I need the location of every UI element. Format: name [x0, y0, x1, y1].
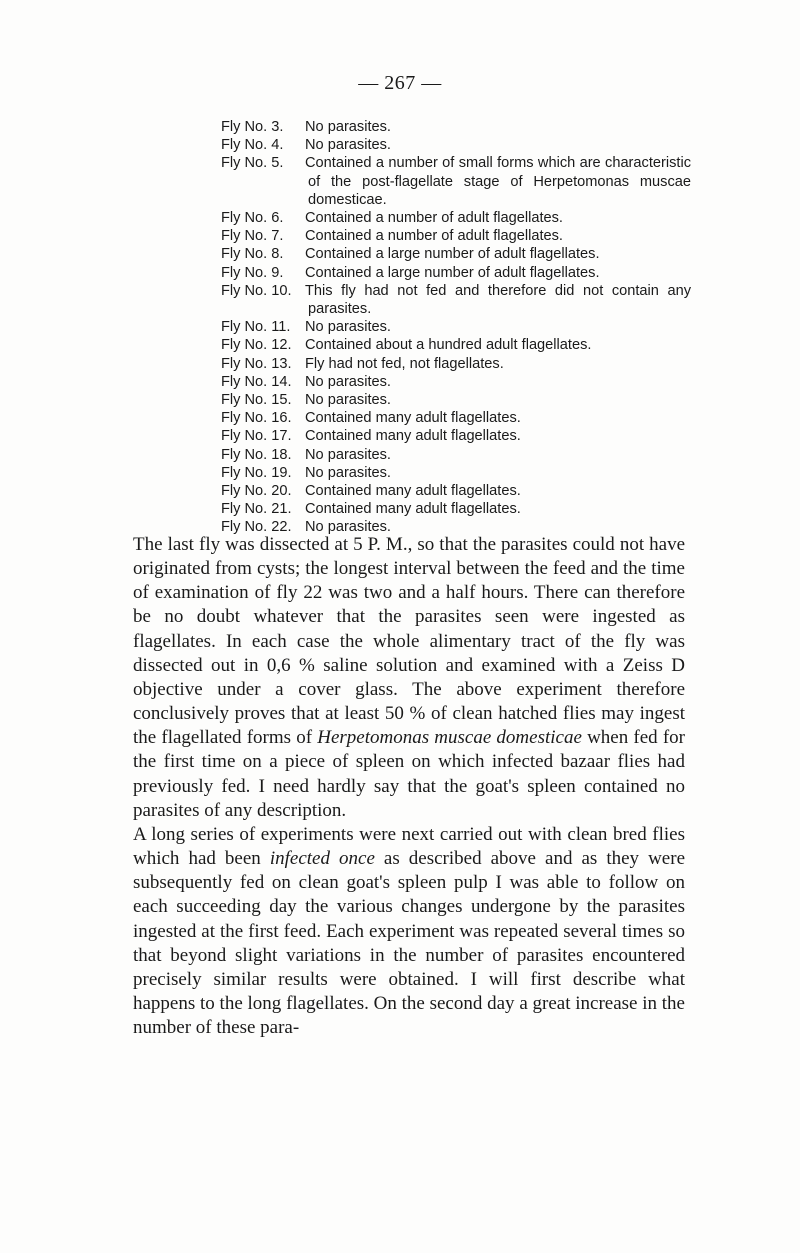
fly-label: Fly No. 11. [221, 319, 291, 336]
fly-label: Fly No. 22. [221, 519, 292, 536]
fly-entry-6 [221, 209, 691, 227]
fly-label: Fly No. 5. [221, 155, 284, 172]
fly-entry-14 [221, 373, 691, 391]
fly-entry-4 [221, 136, 691, 154]
fly-description: No parasites. [305, 464, 391, 481]
fly-label: Fly No. 8. [221, 246, 284, 263]
fly-entry-12 [221, 336, 691, 354]
fly-label: Fly No. 15. [221, 392, 292, 409]
fly-entry-3 [221, 118, 691, 136]
fly-description: No parasites. [305, 137, 391, 154]
fly-entry-5 [221, 154, 691, 209]
fly-label: Fly No. 9. [221, 264, 284, 281]
fly-label: Fly No. 6. [221, 210, 284, 227]
fly-label: Fly No. 7. [221, 228, 284, 245]
page-number: — 267 — [358, 72, 442, 94]
fly-description: This fly had not fed and therefore did not contain any parasites. [305, 282, 691, 318]
fly-description: No parasites. [305, 446, 391, 463]
fly-entry-16 [221, 409, 691, 427]
fly-label: Fly No. 14. [221, 373, 292, 390]
fly-entry-13 [221, 355, 691, 373]
species-name: Herpetomonas muscae domesticae [317, 727, 582, 749]
fly-label: Fly No. 16. [221, 410, 292, 427]
paragraph-long-series [133, 823, 685, 1040]
fly-description: Fly had not fed, not flagellates. [305, 355, 504, 372]
fly-label: Fly No. 19. [221, 464, 292, 481]
fly-description: Contained many adult flagellates. [305, 501, 521, 518]
fly-entry-21 [221, 500, 691, 518]
paragraph-text: when fed for the first time on a piece of spleen on which infected bazaar flies had previously fed. I need hardly say that the goat's spleen contained no parasites of any description. [133, 727, 685, 821]
fly-entry-10 [221, 282, 691, 318]
fly-description: Contained a number of adult flagellates. [305, 228, 563, 245]
fly-entry-15 [221, 391, 691, 409]
paragraph-experiment-conclusion [133, 533, 685, 823]
fly-entry-20 [221, 482, 691, 500]
fly-label: Fly No. 20. [221, 483, 292, 500]
paragraph-text: A long series of experiments were next carried out with clean bred flies which had been [133, 823, 685, 870]
fly-entry-11 [221, 318, 691, 336]
fly-label: Fly No. 3. [221, 119, 284, 135]
fly-label: Fly No. 12. [221, 337, 292, 354]
fly-description: No parasites. [305, 519, 391, 536]
fly-entry-7 [221, 227, 691, 245]
fly-entry-17 [221, 427, 691, 445]
fly-description: Contained a number of adult flagellates. [305, 210, 563, 227]
fly-description: Contained about a hundred adult flagellates. [305, 337, 592, 354]
main-body-text [133, 533, 685, 1040]
fly-label: Fly No. 21. [221, 501, 292, 518]
fly-description: No parasites. [305, 373, 391, 390]
fly-label: Fly No. 4. [221, 137, 284, 154]
fly-description: Contained a large number of adult flagellates. [305, 264, 600, 281]
fly-label: Fly No. 10. [221, 282, 292, 299]
emphasis-text: infected once [269, 848, 375, 870]
fly-description: Contained many adult flagellates. [305, 428, 521, 445]
fly-description: No parasites. [305, 392, 391, 409]
fly-observation-list [221, 118, 691, 537]
fly-description: Contained many adult flagellates. [305, 483, 521, 500]
fly-description: Contained many adult flagellates. [305, 410, 521, 427]
fly-entry-19 [221, 464, 691, 482]
paragraph-text: The last fly was dissected at 5 P. M., so that the parasites could not have originated from cysts; the longest interval between the feed and the time of examination of fly 22 was two and a half hours. There can therefore be no doubt whatever that the parasites seen were ingested as flagellates. In each case the whole alimentary tract of the fly was dissected out in 0,6 % saline solution and examined with a Zeiss D objective under a cover glass. The above experiment therefore conclusively proves that at least 50 % of clean hatched flies may ingest the flagellated forms of [133, 534, 685, 749]
fly-entry-9 [221, 264, 691, 282]
paragraph-text: as described above and as they were subsequently fed on clean goat's spleen pulp I was able to follow on each succeeding day the various changes undergone by the parasites ingested at the first feed. Each experiment was repeated several times so that beyond slight variations in the number of parasites encountered precisely similar results were obtained. I will first describe what happens to the long flagellates. On the second day a great increase in the number of these para- [133, 848, 685, 1039]
fly-entry-8 [221, 245, 691, 263]
fly-label: Fly No. 18. [221, 446, 292, 463]
fly-description: No parasites. [305, 119, 391, 135]
fly-description: No parasites. [305, 319, 391, 336]
fly-label: Fly No. 17. [221, 428, 292, 445]
fly-description: Contained a large number of adult flagellates. [305, 246, 600, 263]
fly-label: Fly No. 13. [221, 355, 292, 372]
fly-entry-18 [221, 446, 691, 464]
fly-description: Contained a number of small forms which are characteristic of the post-flagellate stage of Herpetomonas muscae domesticae. [305, 155, 691, 208]
